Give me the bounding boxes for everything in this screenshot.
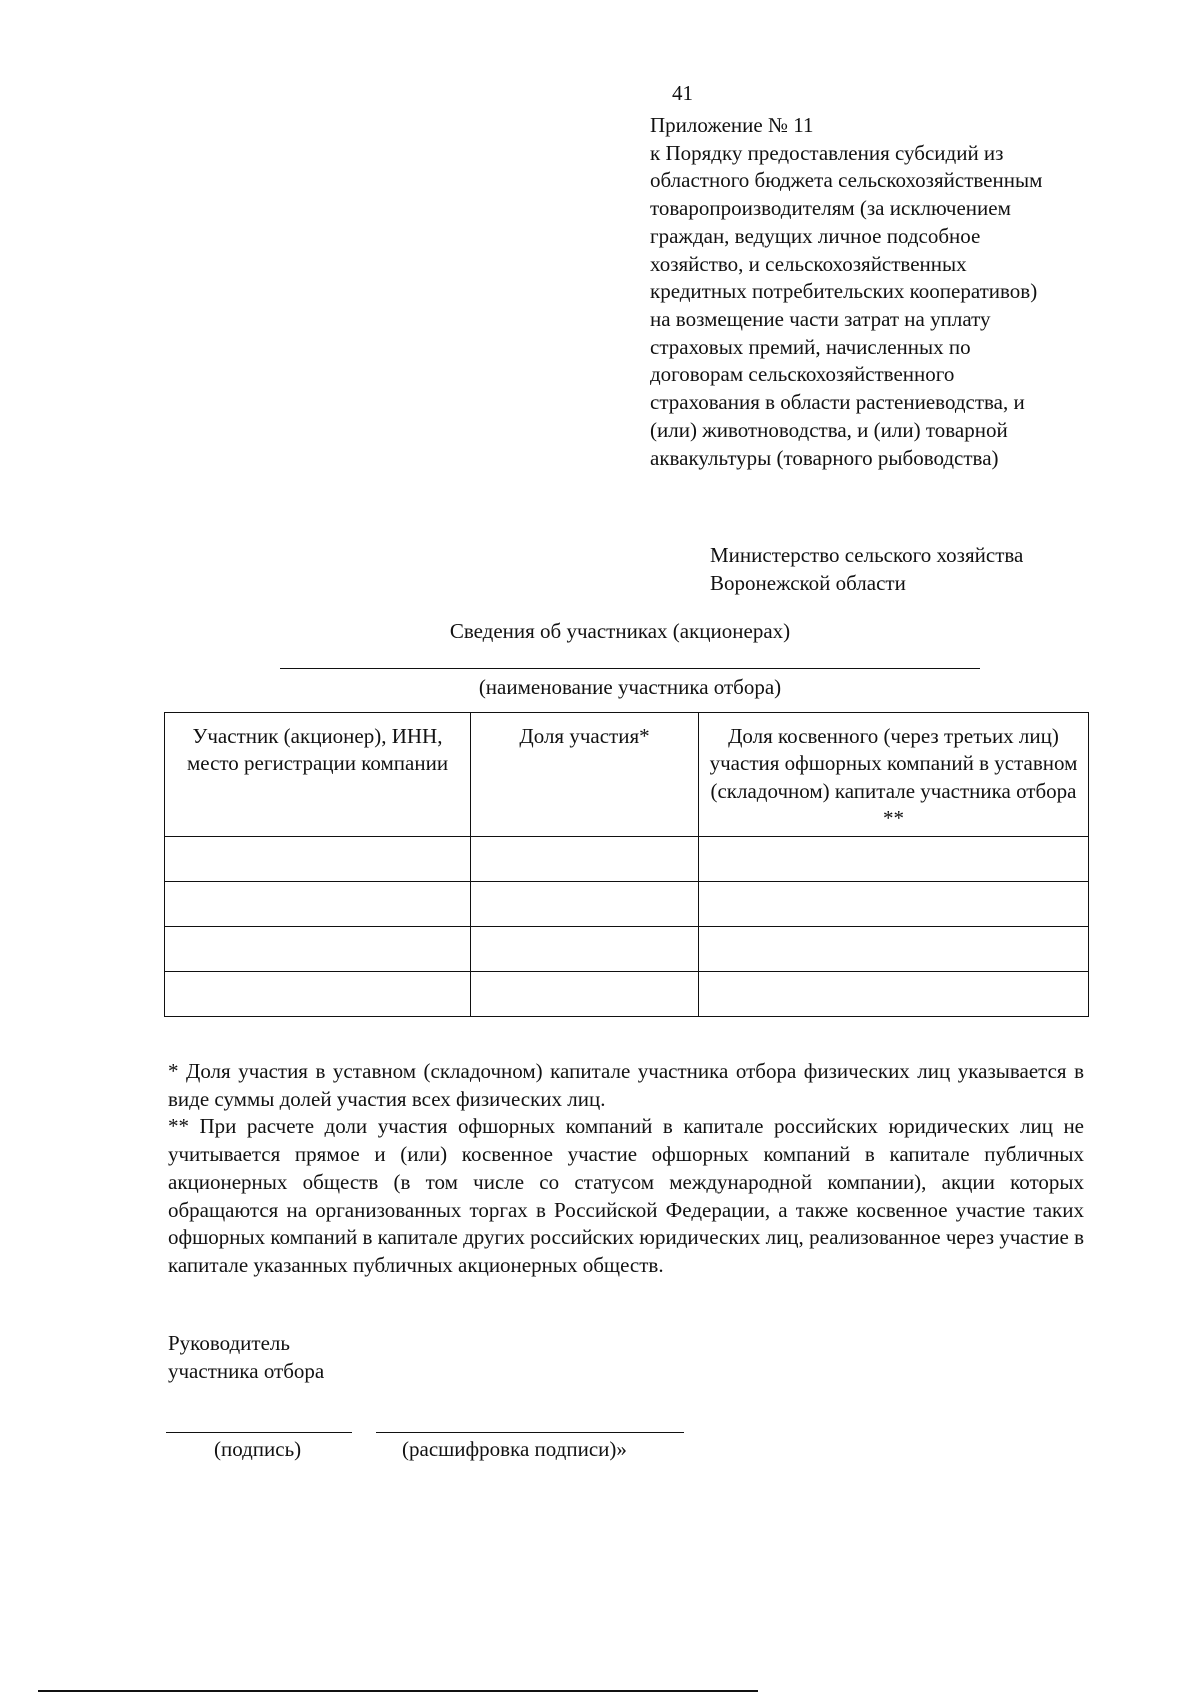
appendix-line: Приложение № 11	[650, 113, 814, 137]
footnote-1: * Доля участия в уставном (складочном) капитале участника отбора физических лиц указывается в виде суммы долей участия всех физических лиц.	[168, 1059, 1084, 1111]
appendix-line: товаропроизводителям (за исключением	[650, 196, 1011, 221]
table-cell[interactable]	[471, 837, 699, 882]
signature-decoding-line	[376, 1432, 684, 1433]
page-number: 41	[672, 81, 693, 105]
table-cell[interactable]	[699, 972, 1089, 1017]
table-cell[interactable]	[165, 882, 471, 927]
footnote-2: ** При расчете доли участия офшорных компаний в капитале российских юридических лиц не учитывается прямое и (или) косвенное участие офшорных компаний в капитале публичных акционерных обществ (в том числе со статусом международной компании), акции которых обращаются на организованных торгах в Российской Федерации, а также косвенное участие таких офшорных компаний в капитале других российских юридических лиц, реализованное через участие в капитале указанных публичных акционерных обществ.	[168, 1114, 1084, 1278]
form-title: Сведения об участниках (акционерах)	[449, 619, 791, 643]
participant-name-line	[280, 668, 980, 669]
appendix-line: на возмещение части затрат на уплату	[650, 307, 991, 332]
header-share: Доля участия*	[471, 713, 699, 837]
appendix-line: граждан, ведущих личное подсобное	[650, 223, 981, 248]
appendix-heading	[650, 112, 1120, 472]
participant-name-caption: (наименование участника отбора)	[478, 675, 782, 699]
signature-head-line: Руководитель	[168, 1331, 290, 1355]
appendix-line: страхования в области растениеводства, и	[650, 390, 1025, 415]
signature-decoding-caption: (расшифровка подписи)»	[402, 1437, 627, 1461]
table-cell[interactable]	[699, 927, 1089, 972]
signature-line	[166, 1432, 352, 1433]
signature-heading	[168, 1330, 324, 1385]
footnotes	[168, 1058, 1084, 1280]
table-cell[interactable]	[699, 837, 1089, 882]
appendix-line: договорам сельскохозяйственного	[650, 362, 955, 387]
table-cell[interactable]	[471, 927, 699, 972]
table-cell[interactable]	[165, 972, 471, 1017]
addressee-line: Министерство сельского хозяйства	[710, 543, 1024, 567]
addressee-block	[710, 542, 1023, 597]
table-row	[165, 882, 1089, 927]
appendix-line: (или) животноводства, и (или) товарной	[650, 417, 1008, 442]
appendix-line: кредитных потребительских кооперативов)	[650, 279, 1038, 304]
table-row	[165, 837, 1089, 882]
appendix-line: к Порядку предоставления субсидий из	[650, 140, 1004, 165]
shareholders-table	[164, 712, 1089, 1017]
table-header-row	[165, 713, 1089, 837]
appendix-line: страховых премий, начисленных по	[650, 334, 971, 359]
table-row	[165, 927, 1089, 972]
header-offshore-share: Доля косвенного (через третьих лиц) участия офшорных компаний в уставном (складочном) капитале участника отбора **	[699, 713, 1089, 837]
table-cell[interactable]	[165, 837, 471, 882]
table-cell[interactable]	[471, 882, 699, 927]
table-cell[interactable]	[165, 927, 471, 972]
appendix-line: хозяйство, и сельскохозяйственных	[650, 251, 967, 276]
appendix-line: областного бюджета сельскохозяйственным	[650, 168, 1043, 193]
addressee-line: Воронежской области	[710, 570, 906, 595]
table-cell[interactable]	[699, 882, 1089, 927]
header-participant: Участник (акционер), ИНН, место регистрации компании	[165, 713, 471, 837]
signature-head-line: участника отбора	[168, 1358, 325, 1383]
signature-caption: (подпись)	[214, 1437, 302, 1461]
table-cell[interactable]	[471, 972, 699, 1017]
appendix-line: аквакультуры (товарного рыбоводства)	[650, 445, 999, 470]
table-row	[165, 972, 1089, 1017]
